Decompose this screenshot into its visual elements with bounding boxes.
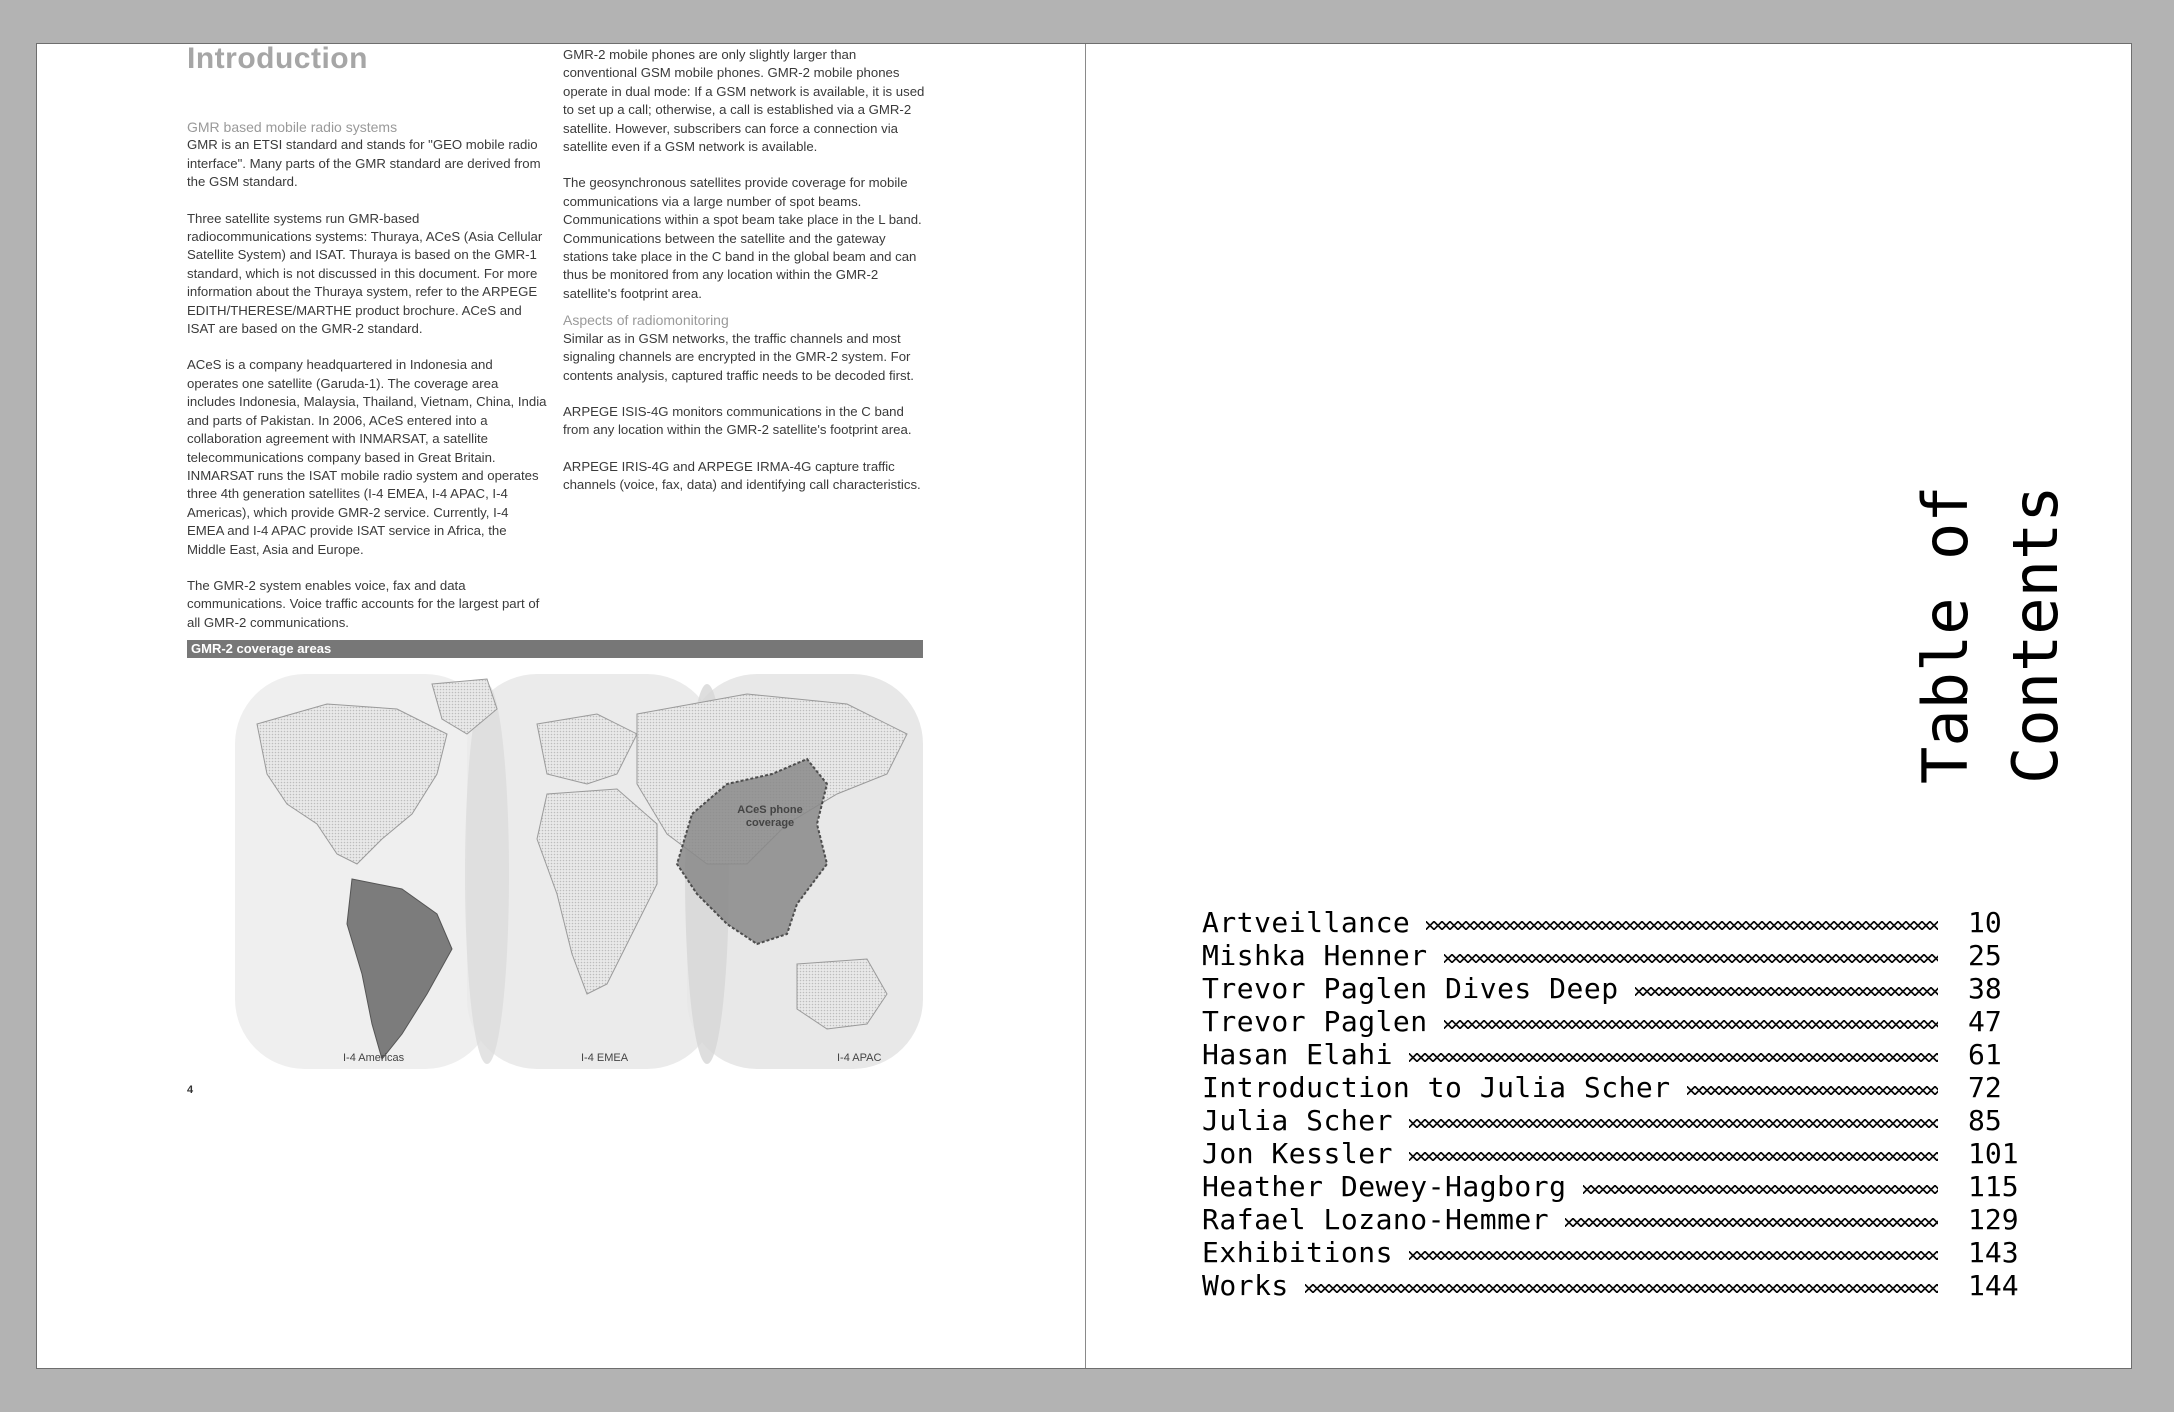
toc-entry[interactable] xyxy=(1202,939,2052,972)
toc-entry-page: 129 xyxy=(1968,1203,2019,1236)
paragraph: GMR is an ETSI standard and stands for "GEO mobile radio interface". Many parts of the GMR standard are derived from the GSM standard. xyxy=(187,137,541,190)
toc-leader-dots xyxy=(1444,1020,1938,1029)
toc-entry-label: Trevor Paglen Dives Deep xyxy=(1202,972,1619,1005)
apac-label: I-4 APAC xyxy=(837,1052,882,1064)
toc-leader-dots xyxy=(1444,954,1938,963)
toc-entry-page: 115 xyxy=(1968,1170,2019,1203)
map-header: GMR-2 coverage areas xyxy=(187,640,923,658)
toc-leader-dots xyxy=(1687,1086,1938,1095)
page-title: Introduction xyxy=(187,42,368,75)
toc-title-line-2: Contents xyxy=(1999,485,2072,784)
toc-entry[interactable] xyxy=(1202,1170,2052,1203)
paragraph: ARPEGE ISIS-4G monitors communications in the C band from any location within the GMR-2 satellite's footprint area. xyxy=(563,403,912,438)
aces-label: ACeS phone coverage xyxy=(737,804,803,829)
toc-entry-label: Introduction to Julia Scher xyxy=(1202,1071,1671,1104)
toc-entry-page: 10 xyxy=(1968,906,2002,939)
toc-leader-dots xyxy=(1583,1185,1938,1194)
toc-entry-page: 143 xyxy=(1968,1236,2019,1269)
section-heading: Aspects of radiomonitoring xyxy=(563,312,729,329)
toc-leader-dots xyxy=(1409,1251,1938,1260)
toc-entry-label: Rafael Lozano-Hemmer xyxy=(1202,1203,1550,1236)
paragraph: ARPEGE IRIS-4G and ARPEGE IRMA-4G capture traffic channels (voice, fax, data) and identifying call characteristics. xyxy=(563,458,921,493)
section-heading: GMR based mobile radio systems xyxy=(187,119,398,135)
paragraph: Similar as in GSM networks, the traffic channels and most signaling channels are encrypted in the GMR-2 system. For contents analysis, captured traffic needs to be decoded first. xyxy=(563,330,914,383)
toc-entry-label: Exhibitions xyxy=(1202,1236,1393,1269)
toc-entry-label: Mishka Henner xyxy=(1202,939,1428,972)
toc-entry-page: 47 xyxy=(1968,1005,2002,1038)
toc-entry-label: Works xyxy=(1202,1269,1289,1302)
paragraph: Three satellite systems run GMR-based radiocommunications systems: Thuraya, ACeS (Asia Cellular Satellite System) and ISAT. Thuraya is based on the GMR-1 standard, which is not discussed in this document. For more information about the Thuraya system, refer to the ARPEGE EDITH/THERESE/MARTHE product brochure. ACeS and ISAT are based on the GMR-2 standard. xyxy=(187,210,543,337)
right-page xyxy=(1086,44,2133,1368)
toc-entry-page: 85 xyxy=(1968,1104,2002,1137)
toc-entry-page: 144 xyxy=(1968,1269,2019,1302)
toc-entry[interactable] xyxy=(1202,1038,2052,1071)
toc-entry-label: Hasan Elahi xyxy=(1202,1038,1393,1071)
toc-list xyxy=(1202,906,2052,1302)
toc-entry[interactable] xyxy=(1202,1137,2052,1170)
page-number: 4 xyxy=(187,1084,194,1096)
toc-leader-dots xyxy=(1409,1119,1938,1128)
toc-entry-page: 72 xyxy=(1968,1071,2002,1104)
book-spread xyxy=(36,43,2132,1369)
toc-entry-label: Heather Dewey-Hagborg xyxy=(1202,1170,1567,1203)
left-page xyxy=(37,44,1085,1368)
toc-entry-label: Julia Scher xyxy=(1202,1104,1393,1137)
toc-leader-dots xyxy=(1426,921,1938,930)
toc-title-line-1: Table of xyxy=(1909,485,1982,784)
text-column-2 xyxy=(563,46,925,513)
world-map-graphic xyxy=(187,664,923,1084)
toc-entry[interactable] xyxy=(1202,1071,2052,1104)
americas-label: I-4 Americas xyxy=(343,1052,405,1064)
toc-leader-dots xyxy=(1305,1284,1938,1293)
toc-entry-page: 25 xyxy=(1968,939,2002,972)
paragraph: ACeS is a company headquartered in Indonesia and operates one satellite (Garuda-1). The coverage area includes Indonesia, Malaysia, Thailand, Vietnam, China, India and parts of Pakistan. In 2006, ACeS entered into a collaboration agreement with INMARSAT, a satellite telecommunications company based in Great Britain. INMARSAT runs the ISAT mobile radio system and operates three 4th generation satellites (I-4 EMEA, I-4 APAC, I-4 Americas), which provide GMR-2 service. Currently, I-4 EMEA and I-4 APAC provide ISAT service in Africa, the Middle East, Asia and Europe. xyxy=(187,357,547,557)
toc-entry[interactable] xyxy=(1202,1203,2052,1236)
paragraph: The GMR-2 system enables voice, fax and data communications. Voice traffic accounts for the largest part of all GMR-2 communications. xyxy=(187,577,540,630)
toc-entry[interactable] xyxy=(1202,1269,2052,1302)
toc-entry[interactable] xyxy=(1202,972,2052,1005)
toc-title xyxy=(1901,344,2072,784)
toc-entry[interactable] xyxy=(1202,1236,2052,1269)
toc-leader-dots xyxy=(1409,1053,1938,1062)
toc-leader-dots xyxy=(1409,1152,1938,1161)
toc-entry-page: 38 xyxy=(1968,972,2002,1005)
toc-entry-page: 61 xyxy=(1968,1038,2002,1071)
toc-entry[interactable] xyxy=(1202,1104,2052,1137)
toc-entry-page: 101 xyxy=(1968,1137,2019,1170)
toc-entry[interactable] xyxy=(1202,906,2052,939)
toc-leader-dots xyxy=(1565,1218,1938,1227)
toc-entry-label: Trevor Paglen xyxy=(1202,1005,1428,1038)
toc-leader-dots xyxy=(1635,987,1938,996)
toc-entry[interactable] xyxy=(1202,1005,2052,1038)
toc-entry-label: Jon Kessler xyxy=(1202,1137,1393,1170)
paragraph: GMR-2 mobile phones are only slightly larger than conventional GSM mobile phones. GMR-2 mobile phones operate in dual mode: If a GSM network is available, it is used to set up a call; otherwise, a call is established via a GMR-2 satellite. However, subscribers can force a connection via satellite even if a GSM network is available. xyxy=(563,47,925,155)
paragraph: The geosynchronous satellites provide coverage for mobile communications via a large number of spot beams. Communications within a spot beam take place in the L band. Communications between the satellite and the gateway stations take place in the C band in the global beam and can thus be monitored from any location within the GMR-2 satellite's footprint area. xyxy=(563,175,922,301)
coverage-map xyxy=(187,664,923,1084)
text-column-1 xyxy=(187,118,547,650)
toc-entry-label: Artveillance xyxy=(1202,906,1411,939)
emea-label: I-4 EMEA xyxy=(581,1052,629,1064)
